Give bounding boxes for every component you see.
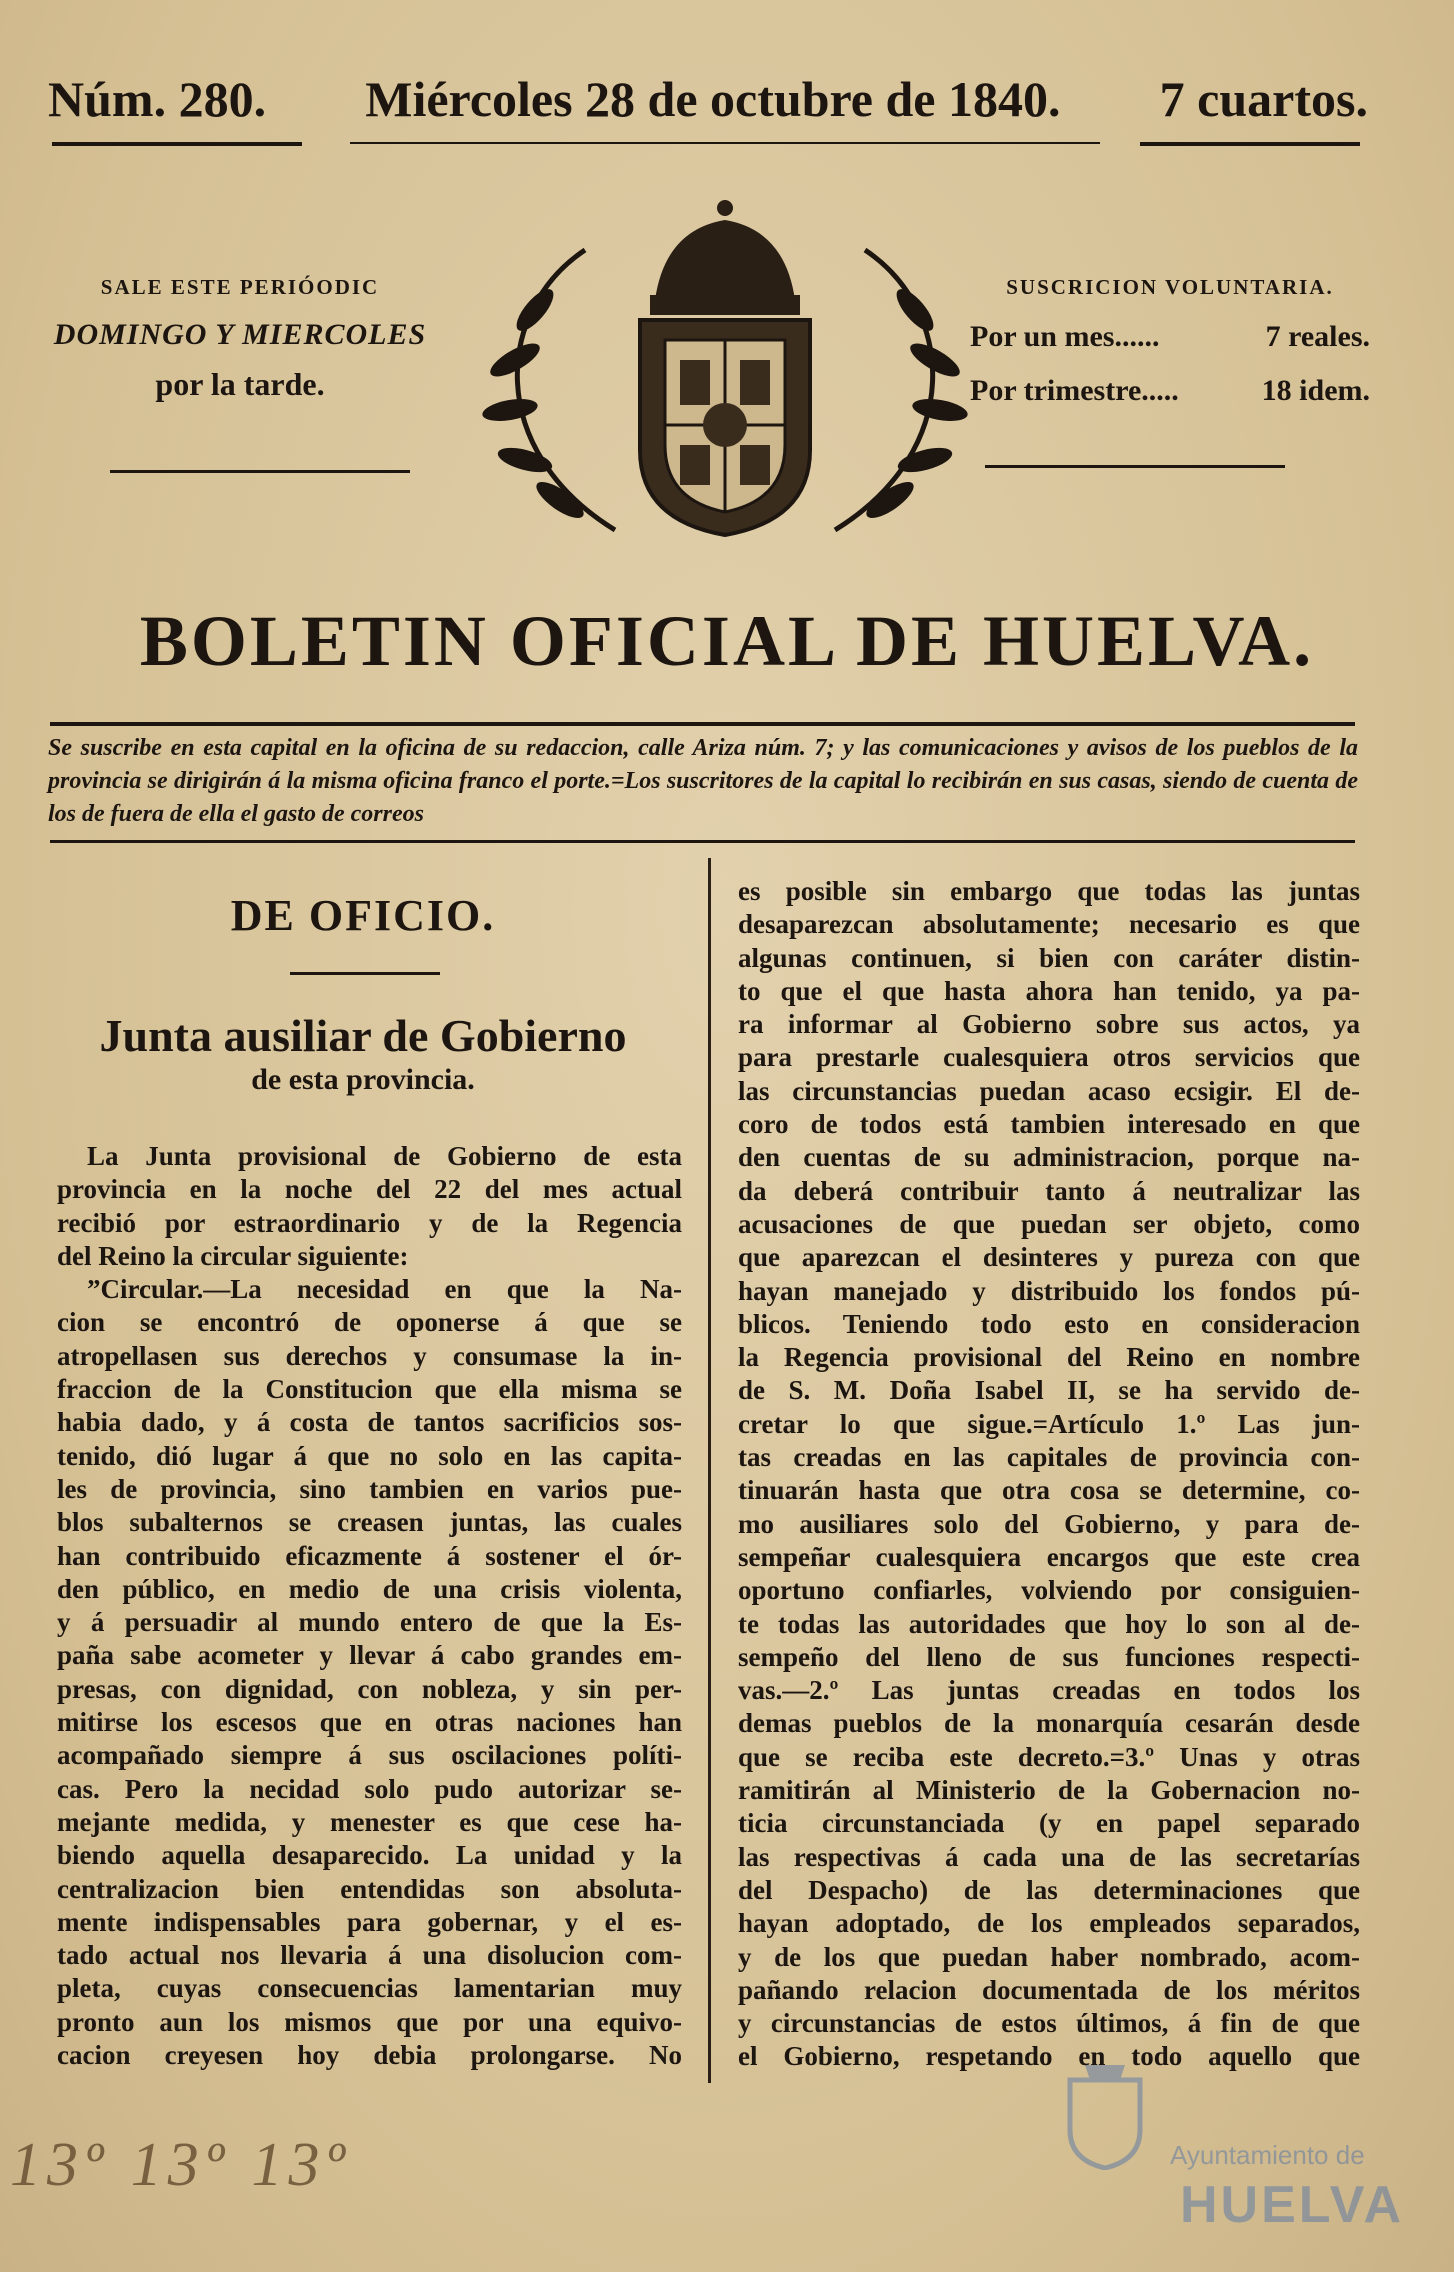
newspaper-title: BOLETIN OFICIAL DE HUELVA. (139, 601, 1315, 681)
text-line: coro de todos está tambien interesado en que (738, 1109, 1360, 1140)
title-rule (50, 722, 1355, 726)
price-quarter-row (970, 374, 1370, 408)
text-line: el Gobierno, respetando en todo aquello que (738, 2041, 1360, 2072)
text-line: presas, con dignidad, con nobleza, y sin per- (57, 1673, 682, 1704)
text-line: cacion creyesen hoy debia prolongarse. No (57, 2040, 682, 2071)
publication-info-line1: SALE ESTE PERIÓODIC (100, 275, 380, 299)
text-line: y á persuadir al mundo entero de que la Es- (57, 1607, 682, 1638)
text-line: recibió por estraordinario y de la Regencia (57, 1207, 682, 1238)
text-line: provincia en la noche del 22 del mes actual (57, 1174, 682, 1205)
text-line: mente indispensables para gobernar, y el es- (57, 1906, 682, 1937)
text-line: ramitirán al Ministerio de la Gobernacion no- (738, 1775, 1360, 1806)
text-line: y circunstancias de estos últimos, á fin de que (738, 2008, 1360, 2039)
text-line: del Despacho) de las determinaciones que (738, 1874, 1360, 1905)
text-line: te todas las autoridades que hoy lo son al de- (738, 1608, 1360, 1639)
price-month-value: 7 reales. (1265, 320, 1370, 353)
text-line: pañando relacion documentada de los méritos (738, 1974, 1360, 2005)
text-line: pronto aun los mismos que por una equivo- (57, 2006, 682, 2037)
archive-watermark (1040, 2060, 1405, 2260)
coat-of-arms-icon (465, 190, 985, 550)
watermark-small-text: Ayuntamiento de (1170, 2140, 1365, 2170)
text-line: que se reciba este decreto.=3.º Unas y otras (738, 1741, 1360, 1772)
masthead-rule-left (52, 142, 302, 146)
text-line: mejante medida, y menester es que cese ha- (57, 1806, 682, 1837)
watermark-big-text: HUELVA (1180, 2176, 1405, 2234)
left-info-rule (110, 470, 410, 473)
text-line: paña sabe acometer y llevar á cabo grandes em- (57, 1640, 682, 1671)
issue-price: 7 cuartos. (1159, 71, 1368, 127)
text-line: les de provincia, sino tambien en varios pue- (57, 1473, 682, 1504)
text-line: mitirse los escesos que en otras naciones han (57, 1707, 682, 1738)
text-line: atropellasen sus derechos y consumase la in- (57, 1340, 682, 1371)
text-line: la Regencia provisional del Reino en nombre (738, 1342, 1360, 1373)
text-line: es posible sin embargo que todas las juntas (738, 876, 1360, 906)
publication-time: por la tarde. (155, 366, 325, 402)
article-subtitle: de esta provincia. (251, 1063, 475, 1096)
handwritten-note: 13º 13º 13º (10, 2131, 351, 2199)
text-line: ticia circunstanciada (y en papel separado (738, 1808, 1360, 1839)
text-line: acompañado siempre á sus oscilaciones políti- (57, 1740, 682, 1771)
text-line: cretar lo que sigue.=Artículo 1.º Las jun- (738, 1408, 1360, 1439)
issue-date: Miércoles 28 de octubre de 1840. (365, 71, 1061, 127)
article-title: Junta ausiliar de Gobierno (99, 1010, 627, 1061)
text-line: La Junta provisional de Gobierno de esta (87, 1141, 682, 1171)
masthead (48, 70, 1368, 130)
publication-days: DOMINGO Y MIERCOLES (53, 318, 427, 351)
text-line: acusaciones de que puedan ser objeto, como (738, 1208, 1360, 1239)
text-line: las respectivas á cada una de las secretarías (738, 1841, 1360, 1872)
text-line: desaparezcan absolutamente; necesario es que (738, 909, 1360, 940)
text-line: hayan adoptado, de los empleados separados, (738, 1908, 1360, 1939)
text-line: demas pueblos de la monarquía cesarán desde (738, 1708, 1360, 1739)
text-line: oportuno confiarles, volviendo por consiguien- (738, 1575, 1360, 1606)
text-line: den cuentas de su administracion, porque na- (738, 1142, 1360, 1173)
section-rule (290, 972, 440, 975)
text-line: pleta, cuyas consecuencias lamentarian muy (57, 1973, 682, 2004)
article-column-left (57, 1140, 682, 2072)
subscription-heading: SUSCRICION VOLUNTARIA. (1006, 275, 1334, 299)
subscription-info (970, 275, 1370, 408)
section-title: DE OFICIO. (230, 891, 496, 940)
text-line: hayan manejado y distribuido los fondos pú- (738, 1275, 1360, 1306)
text-line: blicos. Teniendo todo esto en consideracion (738, 1308, 1360, 1339)
text-line: han contribuido eficazmente á sostener el ór- (57, 1540, 682, 1571)
text-line: cion se encontró de oponerse á que se (57, 1307, 682, 1338)
text-line: blos subalternos se creasen juntas, las cuales (57, 1507, 682, 1538)
text-line: den público, en medio de una crisis violenta, (57, 1573, 682, 1604)
text-line: biendo aquella desaparecido. La unidad y la (57, 1840, 682, 1871)
text-line: del Reino la circular siguiente: (57, 1240, 409, 1271)
text-line: da deberá contribuir tanto á neutralizar las (738, 1175, 1360, 1206)
issue-number: Núm. 280. (48, 71, 267, 127)
price-quarter-label: Por trimestre..... (970, 374, 1179, 407)
publication-info (40, 275, 440, 403)
text-line: vas.—2.º Las juntas creadas en todos los (738, 1675, 1360, 1706)
watermark-crest-icon (1060, 2060, 1150, 2170)
right-info-rule (985, 465, 1285, 468)
text-line: tenido, dió lugar á que no solo en las capita- (57, 1440, 682, 1471)
text-line: para prestarle cualesquiera otros servicios que (738, 1042, 1360, 1073)
text-line: tas creadas en las capitales de provincia con- (738, 1442, 1360, 1473)
text-line: centralizacion bien entendidas son absoluta- (57, 1873, 682, 1904)
text-line: sempeñar cualesquiera encargos que este crea (738, 1541, 1360, 1572)
subscription-notice: Se suscribe en esta capital en la oficina de su redaccion, calle Ariza núm. 7; y las comunicaciones y avisos de los pueblos de la provincia se dirigirán á la misma oficina franco el porte.=Los suscritores de la capital lo recibirán en sus casas, siendo de cuenta de los de fuera de ella el gasto de correos (48, 735, 1358, 827)
masthead-rule-right (1140, 142, 1360, 146)
article-column-right (738, 875, 1360, 2074)
notice-rule (50, 840, 1355, 843)
text-line: y de los que puedan haber nombrado, acom- (738, 1941, 1360, 1972)
text-line: mo ausiliares solo del Gobierno, y para de- (738, 1508, 1360, 1539)
price-month-label: Por un mes...... (970, 320, 1160, 353)
text-line: de S. M. Doña Isabel II, se ha servido de- (738, 1375, 1360, 1406)
text-line: ra informar al Gobierno sobre sus actos, ya (738, 1009, 1360, 1040)
column-divider (708, 858, 711, 2083)
text-line: algunas continuen, si bien con caráter distin- (738, 942, 1360, 973)
text-line: sempeño del lleno de sus funciones respecti- (738, 1641, 1360, 1672)
price-month-row (970, 320, 1370, 354)
text-line: que aparezcan el desinteres y pureza con que (738, 1242, 1360, 1273)
price-quarter-value: 18 idem. (1261, 374, 1370, 407)
text-line: fraccion de la Constitucion que ella misma se (57, 1374, 682, 1405)
text-line: tado actual nos llevaria á una disolucion com- (57, 1940, 682, 1971)
masthead-rule-center (350, 142, 1100, 144)
text-line: habia dado, y á costa de tantos sacrificios sos- (57, 1407, 682, 1438)
text-line: las circunstancias puedan acaso ecsigir. El de- (738, 1075, 1360, 1106)
text-line: tinuarán hasta que otra cosa se determine, co- (738, 1475, 1360, 1506)
text-line: to que el que hasta ahora han tenido, ya pa- (738, 975, 1360, 1006)
text-line: cas. Pero la necidad solo pudo autorizar se- (57, 1773, 682, 1804)
text-line: ”Circular.—La necesidad en que la Na- (87, 1274, 682, 1305)
